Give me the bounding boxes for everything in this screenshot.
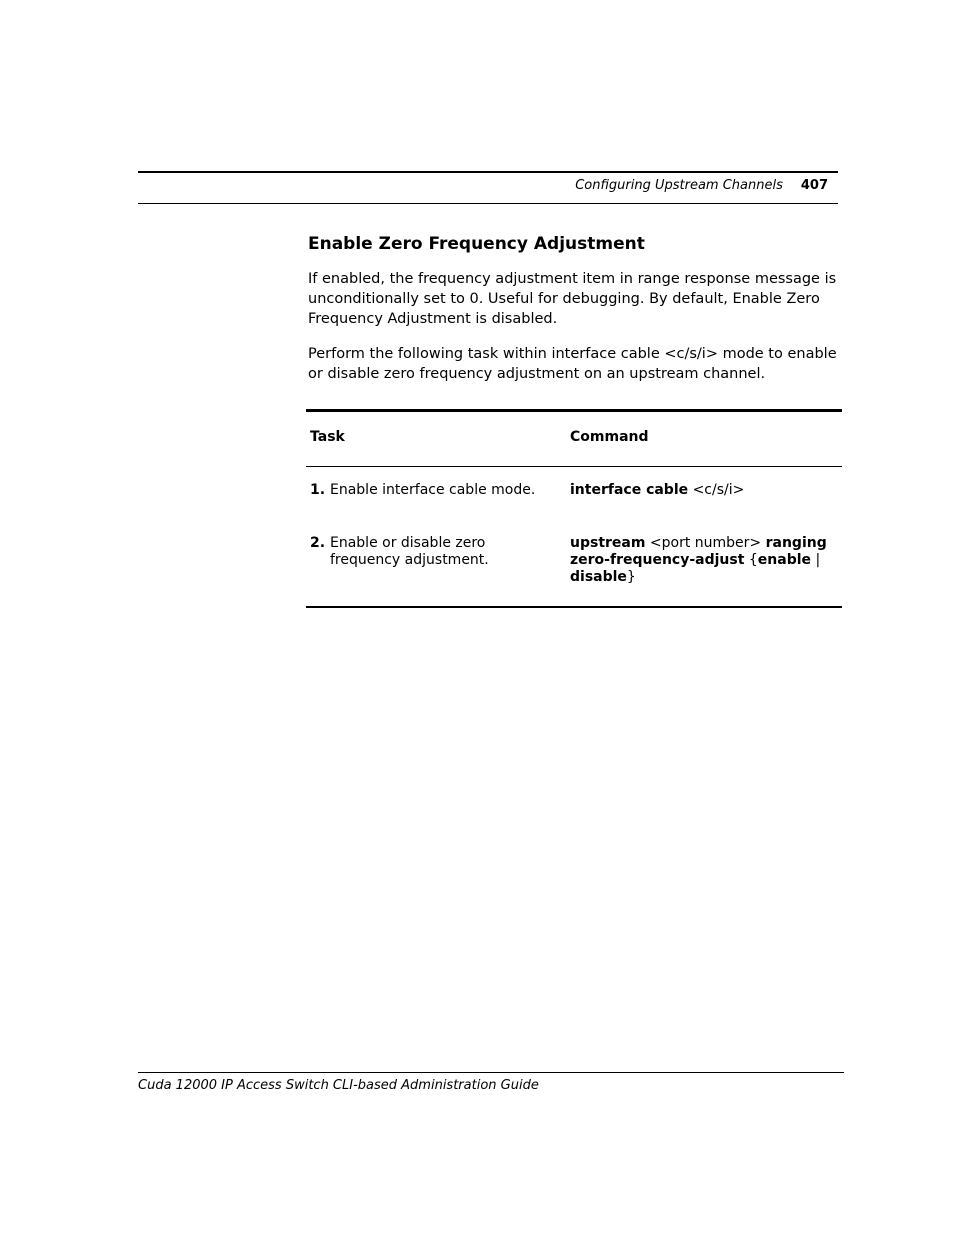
command-keyword: disable bbox=[570, 569, 627, 585]
command-cell bbox=[570, 535, 832, 586]
chapter-title: Configuring Upstream Channels bbox=[575, 178, 783, 193]
command-keyword: upstream bbox=[570, 535, 646, 551]
task-text: Enable or disable zero frequency adjustment. bbox=[330, 535, 489, 568]
command-argument: <c/s/i> bbox=[688, 482, 745, 498]
table-top-rule bbox=[306, 409, 842, 412]
task-text: Enable interface cable mode. bbox=[330, 482, 536, 498]
footer-text: Cuda 12000 IP Access Switch CLI-based Administration Guide bbox=[138, 1078, 539, 1093]
footer-rule bbox=[138, 1072, 844, 1073]
command-keyword: ranging zero-frequency-adjust bbox=[570, 535, 827, 568]
table-header-command: Command bbox=[570, 429, 649, 445]
section-title: Enable Zero Frequency Adjustment bbox=[308, 234, 645, 254]
step-number: 1. bbox=[310, 482, 326, 498]
command-punctuation: } bbox=[626, 569, 636, 585]
table-header-task: Task bbox=[310, 429, 345, 445]
table-header-rule bbox=[306, 466, 842, 467]
intro-paragraph: If enabled, the frequency adjustment item in range response message is unconditionally set to 0. Useful for debugging. By default, Enable Zero Frequency Adjustment is disabled. bbox=[308, 271, 837, 327]
page-number: 407 bbox=[800, 178, 828, 193]
command-punctuation: { bbox=[744, 552, 758, 568]
step-number: 2. bbox=[310, 535, 326, 551]
command-keyword: interface cable bbox=[570, 482, 689, 498]
command-argument: <port number> bbox=[645, 535, 766, 551]
header-bottom-rule bbox=[138, 203, 838, 204]
table-bottom-rule bbox=[306, 606, 842, 608]
command-keyword: enable bbox=[757, 552, 812, 568]
command-cell bbox=[570, 482, 832, 499]
task-paragraph: Perform the following task within interface cable <c/s/i> mode to enable or disable zero frequency adjustment on an upstream channel. bbox=[308, 346, 837, 382]
running-header bbox=[575, 178, 828, 193]
header-top-rule bbox=[138, 171, 838, 173]
command-punctuation: | bbox=[811, 552, 821, 568]
